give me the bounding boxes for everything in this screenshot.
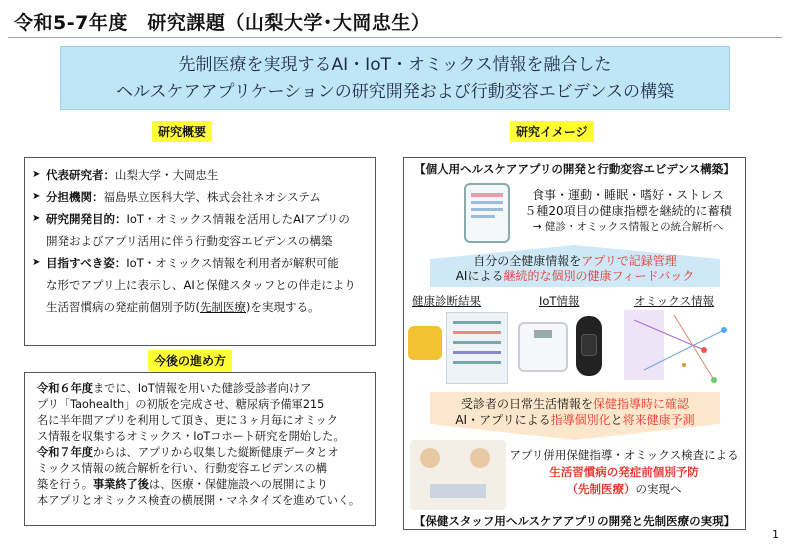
future-p2-bold2: 事業終了後	[92, 478, 149, 491]
orange-line1-red: 保健指導時に確認	[593, 397, 690, 411]
bullet-arrow-icon: ➤	[32, 169, 41, 180]
orange-line2-a: AI・アプリによる	[455, 413, 551, 427]
banner-line-2: ヘルスケアアプリケーションの研究開発および行動変容エビデンスの構築	[116, 82, 674, 102]
list-item	[32, 208, 372, 252]
integration-text: → 健診・オミックス情報との統合解析へ	[532, 221, 724, 233]
lead-value: 山梨大学・大岡忠生	[115, 168, 219, 182]
overview-list	[32, 164, 372, 318]
checkup-report-icon	[446, 312, 508, 384]
arrow-line1-a: 自分の全健康情報を	[473, 254, 582, 268]
future-plan-box	[24, 372, 376, 526]
future-p2-line2: ミックス情報の統合解析を行い、行動変容エビデンスの構	[37, 462, 327, 475]
future-p1-line2: プリ「Taohealth」の初版を完成させ、糖尿病予備軍215	[37, 398, 325, 411]
future-p1-line4: ス情報を収集するオミックス・IoTコホート研究を開始した。	[37, 430, 345, 443]
page-number: 1	[772, 528, 779, 541]
title-divider	[8, 37, 782, 38]
future-p1-line1: までに、IoT情報を用いた健診受診者向けア	[92, 382, 312, 395]
habit-lines	[514, 187, 742, 235]
bottom-line3-red: （先制医療）	[566, 482, 636, 496]
future-heading: 今後の進め方	[148, 350, 232, 371]
orange-line2-red1: 指導個別化	[550, 413, 611, 427]
prevention-text	[506, 447, 742, 498]
goal-line-2: な形でアプリ上に表示し、AIと保健スタッフとの伴走により	[46, 278, 356, 292]
goal-label: 目指すべき姿：	[46, 256, 127, 270]
iot-label: IoT情報	[539, 294, 580, 308]
guidance-text	[425, 396, 725, 428]
smartphone-app-icon	[464, 183, 510, 243]
goal-line-3-underlined: 先制医療	[200, 300, 246, 314]
scale-icon	[518, 322, 568, 372]
arrow-line2-a: AIによる	[455, 269, 504, 283]
goal-line-3a: 生活習慣病の発症前個別予防(	[46, 300, 200, 314]
research-banner	[60, 46, 730, 110]
orange-line1-a: 受診者の日常生活情報を	[460, 397, 593, 411]
banner-line-1: 先制医療を実現するAI・IoT・オミックス情報を融合した	[178, 55, 612, 75]
lead-label: 代表研究者：	[46, 168, 115, 182]
arrow-line2-red: 継続的な個別の健康フィードバック	[503, 269, 695, 283]
purpose-label: 研究開発目的：	[46, 212, 127, 226]
share-label: 分担機関：	[46, 190, 104, 204]
future-p2-line3b: は、医療・保健施設への展開により	[148, 478, 328, 491]
indicators-text: ５種20項目の健康指標を継続的に蓄積	[524, 204, 732, 218]
app-feedback-text	[440, 254, 710, 284]
health-checkup-label: 健康診断結果	[412, 294, 481, 308]
consultation-illustration	[410, 440, 506, 510]
list-item	[32, 186, 372, 208]
omics-network-icon	[624, 310, 738, 390]
orange-line2-red2: 将来健康予測	[622, 413, 695, 427]
bullet-arrow-icon: ➤	[32, 257, 41, 268]
wearable-band-icon	[576, 316, 602, 376]
rabbit-app-icon	[408, 326, 442, 360]
future-p2-line1: からは、アプリから収集した縦断健康データとオ	[92, 446, 339, 459]
future-p2-line3a: 築を行う。	[37, 478, 93, 491]
staff-app-title: 【保健スタッフ用ヘルスケアアプリの開発と先制医療の実現】	[413, 514, 736, 528]
future-p2-bold: 令和７年度	[37, 446, 93, 459]
share-value: 福島県立医科大学、株式会社ネオシステム	[103, 190, 321, 204]
future-p1-line3: 名に半年間アプリを利用して頂き、更に３ヶ月毎にオミック	[37, 414, 338, 427]
arrow-line1-red: アプリで記録管理	[581, 254, 677, 268]
goal-line-3b: )を実現する。	[246, 300, 320, 314]
bullet-arrow-icon: ➤	[32, 191, 41, 202]
habits-text: 食事・運動・睡眠・嗜好・ストレス	[532, 188, 724, 202]
omics-label: オミックス情報	[634, 294, 715, 308]
purpose-line-1: IoT・オミックス情報を活用したAIアプリの	[126, 212, 350, 226]
future-p1-bold: 令和６年度	[37, 382, 93, 395]
overview-heading: 研究概要	[152, 121, 212, 142]
future-p2-line4: 本アプリとオミックス検査の横展開・マネタイズを進めていく。	[37, 494, 361, 507]
list-item	[32, 164, 372, 186]
bottom-line3-b: の実現へ	[635, 482, 682, 496]
image-heading: 研究イメージ	[510, 121, 594, 142]
personal-app-title: 【個人用ヘルスケアアプリの開発と行動変容エビデンス構築】	[414, 162, 735, 176]
bottom-line1: アプリ併用保健指導・オミックス検査による	[509, 448, 739, 462]
orange-line2-b: と	[610, 413, 623, 427]
bottom-line2: 生活習慣病の発症前個別予防	[549, 465, 699, 479]
purpose-line-2: 開発およびアプリ活用に伴う行動変容エビデンスの構築	[46, 234, 333, 248]
goal-line-1: IoT・オミックス情報を利用者が解釈可能	[126, 256, 339, 270]
page-title: 令和5-7年度 研究課題（山梨大学･大岡忠生）	[14, 12, 431, 34]
bullet-arrow-icon: ➤	[32, 213, 41, 224]
list-item	[32, 252, 372, 318]
